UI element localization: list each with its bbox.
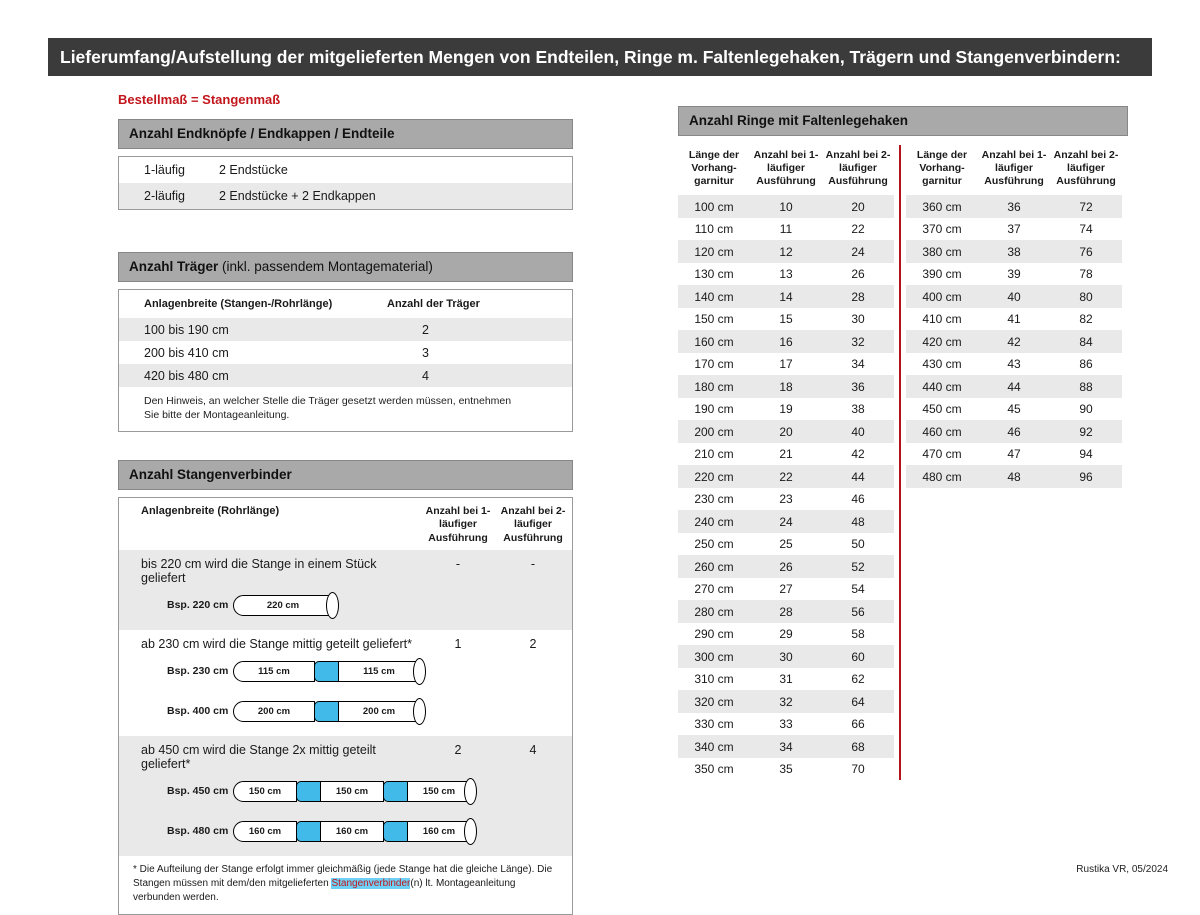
endteile-table xyxy=(118,156,573,210)
end-parts-value: 2 Endstücke xyxy=(219,163,288,177)
length-value: 130 cm xyxy=(694,267,734,282)
rod-segment: 160 cm xyxy=(233,821,297,842)
rod-segment: 160 cm xyxy=(320,821,384,842)
length-value: 430 cm xyxy=(922,357,962,372)
rod-endcap xyxy=(413,658,426,685)
verbinder-block xyxy=(119,630,572,736)
rings-two-track: 84 xyxy=(1079,334,1093,349)
length-value: 160 cm xyxy=(694,334,734,349)
rings-two-track: 28 xyxy=(851,289,865,304)
document-version: Rustika VR, 05/2024 xyxy=(1076,864,1168,875)
rings-one-track: 44 xyxy=(1007,379,1021,394)
rings-two-track: 96 xyxy=(1079,469,1093,484)
table-row xyxy=(678,375,894,398)
column-header-one-track: Anzahl bei 1-läufiger Ausführung xyxy=(753,149,819,188)
rod-endcap xyxy=(413,698,426,725)
rings-two-track: 72 xyxy=(1079,199,1093,214)
table-row xyxy=(678,735,894,758)
rings-two-track: 52 xyxy=(851,559,865,574)
column-header-one-track: Anzahl bei 1-läufiger Ausführung xyxy=(981,149,1047,188)
table-row xyxy=(119,318,572,341)
rings-one-track: 43 xyxy=(1007,357,1021,372)
length-value: 100 cm xyxy=(694,199,734,214)
length-value: 280 cm xyxy=(694,604,734,619)
rings-two-track: 90 xyxy=(1079,402,1093,417)
rings-one-track: 35 xyxy=(779,762,793,777)
rings-one-track: 24 xyxy=(779,514,793,529)
length-value: 260 cm xyxy=(694,559,734,574)
rod-segment: 200 cm xyxy=(338,701,420,722)
length-value: 210 cm xyxy=(694,447,734,462)
rings-two-track: 56 xyxy=(851,604,865,619)
rings-one-track: 28 xyxy=(779,604,793,619)
bracket-count: 4 xyxy=(422,368,429,383)
length-value: 190 cm xyxy=(694,402,734,417)
footnote-text: * Die Aufteilung der Stange erfolgt immer gleichmäßig (jede Stange hat die gleiche Länge). Die Stangen müssen mit dem/den mitgelieferten xyxy=(133,863,553,889)
rings-two-track: 64 xyxy=(851,694,865,709)
table-row xyxy=(119,632,572,653)
traeger-table xyxy=(118,289,573,432)
rings-one-track: 13 xyxy=(779,267,793,282)
end-parts-value: 2 Endstücke + 2 Endkappen xyxy=(219,189,376,203)
section-header-ringe xyxy=(678,106,1128,136)
rings-one-track: 12 xyxy=(779,244,793,259)
table-row xyxy=(906,465,1122,488)
table-row xyxy=(906,420,1122,443)
rule-text: ab 450 cm wird die Stange 2x mittig geteilt geliefert* xyxy=(141,742,376,771)
rod-diagram xyxy=(233,818,477,845)
rings-two-track: 40 xyxy=(851,424,865,439)
length-value: 120 cm xyxy=(694,244,734,259)
count-two-track: - xyxy=(530,556,536,571)
section-header-verbinder xyxy=(118,460,573,490)
rings-one-track: 38 xyxy=(1007,244,1021,259)
table-row xyxy=(678,330,894,353)
section-title: Anzahl Träger xyxy=(129,259,219,274)
table-row xyxy=(906,398,1122,421)
length-value: 370 cm xyxy=(922,222,962,237)
rings-one-track: 48 xyxy=(1007,469,1021,484)
rings-two-track: 50 xyxy=(851,537,865,552)
rings-one-track: 10 xyxy=(779,199,793,214)
table-row xyxy=(678,443,894,466)
table-row xyxy=(906,195,1122,218)
rod-connector xyxy=(314,661,340,682)
table-row xyxy=(678,263,894,286)
rings-one-track: 47 xyxy=(1007,447,1021,462)
rings-one-track: 29 xyxy=(779,627,793,642)
rings-one-track: 21 xyxy=(779,447,793,462)
table-row xyxy=(678,420,894,443)
length-value: 240 cm xyxy=(694,514,734,529)
rings-two-track: 44 xyxy=(851,469,865,484)
rings-two-track: 92 xyxy=(1079,424,1093,439)
table-row xyxy=(678,398,894,421)
rings-one-track: 45 xyxy=(1007,402,1021,417)
section-title: Anzahl Endknöpfe / Endkappen / Endteile xyxy=(129,126,395,141)
length-value: 200 cm xyxy=(694,424,734,439)
column-header-one-track: Anzahl bei 1-läufiger Ausführung xyxy=(425,505,491,544)
table-row xyxy=(906,218,1122,241)
rings-one-track: 33 xyxy=(779,717,793,732)
length-value: 250 cm xyxy=(694,537,734,552)
table-row xyxy=(678,713,894,736)
length-value: 180 cm xyxy=(694,379,734,394)
rings-one-track: 19 xyxy=(779,402,793,417)
width-range: 100 bis 190 cm xyxy=(144,322,229,337)
length-value: 460 cm xyxy=(922,424,962,439)
rings-two-track: 86 xyxy=(1079,357,1093,372)
bracket-count: 3 xyxy=(422,345,429,360)
count-one-track: - xyxy=(455,556,461,571)
rod-segment: 160 cm xyxy=(407,821,471,842)
verbinder-block xyxy=(119,550,572,630)
rings-two-track: 26 xyxy=(851,267,865,282)
rings-two-track: 42 xyxy=(851,447,865,462)
rings-two-track: 88 xyxy=(1079,379,1093,394)
rings-two-track: 38 xyxy=(851,402,865,417)
rings-two-track: 66 xyxy=(851,717,865,732)
length-value: 310 cm xyxy=(694,672,734,687)
run-type-label: 2-läufig xyxy=(144,189,185,203)
length-value: 300 cm xyxy=(694,649,734,664)
table-row xyxy=(678,218,894,241)
count-two-track: 4 xyxy=(529,742,537,757)
page-title-text: Lieferumfang/Aufstellung der mitgelieferten Mengen von Endteilen, Ringe m. Faltenlegehaken, Trägern und Stangenverbindern: xyxy=(60,47,1121,67)
table-row xyxy=(678,240,894,263)
length-value: 480 cm xyxy=(922,469,962,484)
section-title: Anzahl Stangenverbinder xyxy=(129,467,292,483)
traeger-note: Den Hinweis, an welcher Stelle die Träger gesetzt werden müssen, entnehmen Sie bitte der Montageanleitung. xyxy=(144,395,512,422)
rings-two-track: 60 xyxy=(851,649,865,664)
rings-two-track: 20 xyxy=(851,199,865,214)
rod-diagram xyxy=(233,592,339,619)
rings-one-track: 25 xyxy=(779,537,793,552)
rings-table-left xyxy=(678,145,894,780)
length-value: 320 cm xyxy=(694,694,734,709)
rings-two-track: 36 xyxy=(851,379,865,394)
length-value: 380 cm xyxy=(922,244,962,259)
rod-example xyxy=(119,813,572,853)
rule-text: bis 220 cm wird die Stange in einem Stück geliefert xyxy=(141,556,377,585)
rod-connector xyxy=(296,781,322,802)
rings-two-track: 62 xyxy=(851,672,865,687)
rings-one-track: 26 xyxy=(779,559,793,574)
rings-two-track: 48 xyxy=(851,514,865,529)
example-label: Bsp. 400 cm xyxy=(167,705,229,718)
rod-endcap xyxy=(326,592,339,619)
rule-text: ab 230 cm wird die Stange mittig geteilt geliefert* xyxy=(141,636,412,651)
table-row xyxy=(678,195,894,218)
rings-one-track: 32 xyxy=(779,694,793,709)
table-row xyxy=(678,308,894,331)
left-column xyxy=(118,92,573,915)
length-value: 440 cm xyxy=(922,379,962,394)
column-header-two-track: Anzahl bei 2-läufiger Ausführung xyxy=(500,505,566,544)
length-value: 410 cm xyxy=(922,312,962,327)
column-header-two-track: Anzahl bei 2-läufiger Ausführung xyxy=(1053,149,1119,188)
rings-rows xyxy=(906,195,1122,488)
length-value: 420 cm xyxy=(922,334,962,349)
rod-diagram xyxy=(233,698,426,725)
rod-segment: 150 cm xyxy=(320,781,384,802)
rings-two-track: 78 xyxy=(1079,267,1093,282)
table-row xyxy=(119,341,572,364)
length-value: 450 cm xyxy=(922,402,962,417)
rings-one-track: 16 xyxy=(779,334,793,349)
verbinder-block xyxy=(119,736,572,856)
length-value: 170 cm xyxy=(694,357,734,372)
rod-segment: 150 cm xyxy=(407,781,471,802)
rings-rows xyxy=(678,195,894,780)
rings-one-track: 14 xyxy=(779,289,793,304)
table-row xyxy=(906,263,1122,286)
bracket-count: 2 xyxy=(422,322,429,337)
table-row xyxy=(678,578,894,601)
rings-one-track: 39 xyxy=(1007,267,1021,282)
table-row xyxy=(906,285,1122,308)
length-value: 220 cm xyxy=(694,469,734,484)
column-header-length: Länge der Vorhang-garnitur xyxy=(916,149,968,188)
rod-connector xyxy=(314,701,340,722)
rings-one-track: 36 xyxy=(1007,199,1021,214)
column-header-length: Länge der Vorhang-garnitur xyxy=(688,149,740,188)
page-title xyxy=(48,38,1152,76)
rings-one-track: 27 xyxy=(779,582,793,597)
rings-one-track: 22 xyxy=(779,469,793,484)
rings-one-track: 17 xyxy=(779,357,793,372)
rod-endcap xyxy=(464,778,477,805)
length-value: 360 cm xyxy=(922,199,962,214)
table-row xyxy=(119,183,572,209)
section-title-suffix: (inkl. passendem Montagematerial) xyxy=(218,259,433,274)
column-header-count: Anzahl der Träger xyxy=(387,298,480,310)
rod-connector xyxy=(383,781,409,802)
section-header-endteile xyxy=(118,119,573,149)
rings-two-track: 70 xyxy=(851,762,865,777)
table-row xyxy=(678,510,894,533)
section-title: Anzahl Ringe mit Faltenlegehaken xyxy=(689,113,909,128)
count-two-track: 2 xyxy=(529,636,537,651)
rod-example xyxy=(119,773,572,813)
table-row xyxy=(678,488,894,511)
rings-two-track: 46 xyxy=(851,492,865,507)
table-row xyxy=(678,600,894,623)
table-row xyxy=(906,308,1122,331)
count-one-track: 2 xyxy=(454,742,462,757)
table-row xyxy=(678,690,894,713)
rings-two-track: 32 xyxy=(851,334,865,349)
rings-two-track: 74 xyxy=(1079,222,1093,237)
length-value: 350 cm xyxy=(694,762,734,777)
rod-segment: 115 cm xyxy=(233,661,315,682)
rings-one-track: 37 xyxy=(1007,222,1021,237)
rod-example xyxy=(119,653,572,693)
rings-one-track: 11 xyxy=(779,222,793,237)
rings-one-track: 42 xyxy=(1007,334,1021,349)
width-range: 200 bis 410 cm xyxy=(144,345,229,360)
rings-two-track: 94 xyxy=(1079,447,1093,462)
column-header-width: Anlagenbreite (Rohrlänge) xyxy=(141,505,280,518)
footnote-text: (n) lt. Montageanleitung verbunden werden. xyxy=(133,877,516,903)
length-value: 330 cm xyxy=(694,717,734,732)
table-row xyxy=(678,465,894,488)
rings-two-track: 54 xyxy=(851,582,865,597)
verbinder-footnote xyxy=(119,856,572,914)
table-row xyxy=(119,552,572,587)
rod-segment: 150 cm xyxy=(233,781,297,802)
column-header-width: Anlagenbreite (Stangen-/Rohrlänge) xyxy=(144,298,333,310)
rod-segment: 115 cm xyxy=(338,661,420,682)
rings-tables xyxy=(678,145,1128,780)
rod-diagram xyxy=(233,778,477,805)
right-column xyxy=(678,92,1128,915)
order-note: Bestellmaß = Stangenmaß xyxy=(118,92,281,107)
rings-one-track: 30 xyxy=(779,649,793,664)
rod-connector xyxy=(383,821,409,842)
example-label: Bsp. 230 cm xyxy=(167,665,229,678)
example-label: Bsp. 480 cm xyxy=(167,825,229,838)
length-value: 230 cm xyxy=(694,492,734,507)
rings-table-right xyxy=(906,145,1122,488)
rings-two-track: 82 xyxy=(1079,312,1093,327)
rings-two-track: 80 xyxy=(1079,289,1093,304)
length-value: 270 cm xyxy=(694,582,734,597)
rod-endcap xyxy=(464,818,477,845)
table-row xyxy=(906,353,1122,376)
rod-connector xyxy=(296,821,322,842)
table-row xyxy=(678,353,894,376)
table-row xyxy=(906,375,1122,398)
rings-one-track: 23 xyxy=(779,492,793,507)
table-header-row xyxy=(906,145,1122,195)
rod-example xyxy=(119,693,572,733)
traeger-rows xyxy=(119,318,572,387)
table-header-row xyxy=(119,290,572,318)
table-row xyxy=(678,555,894,578)
table-row xyxy=(906,330,1122,353)
rod-diagram xyxy=(233,658,426,685)
length-value: 340 cm xyxy=(694,739,734,754)
rings-two-track: 76 xyxy=(1079,244,1093,259)
table-row xyxy=(119,364,572,387)
width-range: 420 bis 480 cm xyxy=(144,368,229,383)
table-row xyxy=(678,285,894,308)
table-row xyxy=(906,240,1122,263)
rings-two-track: 58 xyxy=(851,627,865,642)
run-type-label: 1-läufig xyxy=(144,163,185,177)
table-row xyxy=(678,645,894,668)
table-divider xyxy=(899,145,901,780)
verbinder-table xyxy=(118,497,573,914)
rings-one-track: 18 xyxy=(779,379,793,394)
length-value: 470 cm xyxy=(922,447,962,462)
table-row xyxy=(678,668,894,691)
rings-one-track: 40 xyxy=(1007,289,1021,304)
rings-one-track: 46 xyxy=(1007,424,1021,439)
table-row xyxy=(678,758,894,781)
rod-segment: 220 cm xyxy=(233,595,333,616)
section-header-traeger xyxy=(118,252,573,282)
rings-one-track: 20 xyxy=(779,424,793,439)
length-value: 400 cm xyxy=(922,289,962,304)
table-row xyxy=(678,623,894,646)
content xyxy=(118,92,1200,915)
table-header-row xyxy=(678,145,894,195)
length-value: 110 cm xyxy=(694,222,734,237)
table-row xyxy=(119,738,572,773)
rod-example xyxy=(119,587,572,627)
table-row xyxy=(906,443,1122,466)
rings-one-track: 31 xyxy=(779,672,793,687)
rings-two-track: 30 xyxy=(851,312,865,327)
length-value: 150 cm xyxy=(694,312,734,327)
table-row xyxy=(119,157,572,183)
length-value: 290 cm xyxy=(694,627,734,642)
rings-one-track: 34 xyxy=(779,739,793,754)
table-header-row xyxy=(119,498,572,549)
count-one-track: 1 xyxy=(454,636,462,651)
rings-two-track: 68 xyxy=(851,739,865,754)
rings-one-track: 15 xyxy=(779,312,793,327)
length-value: 140 cm xyxy=(694,289,734,304)
highlight-stangenverbinder: Stangenverbinder xyxy=(331,877,411,889)
length-value: 390 cm xyxy=(922,267,962,282)
rings-two-track: 22 xyxy=(851,222,865,237)
example-label: Bsp. 220 cm xyxy=(167,599,229,612)
rod-segment: 200 cm xyxy=(233,701,315,722)
example-label: Bsp. 450 cm xyxy=(167,785,229,798)
rings-two-track: 34 xyxy=(851,357,865,372)
rings-one-track: 41 xyxy=(1007,312,1021,327)
column-header-two-track: Anzahl bei 2-läufiger Ausführung xyxy=(825,149,891,188)
table-row xyxy=(678,533,894,556)
rings-two-track: 24 xyxy=(851,244,865,259)
